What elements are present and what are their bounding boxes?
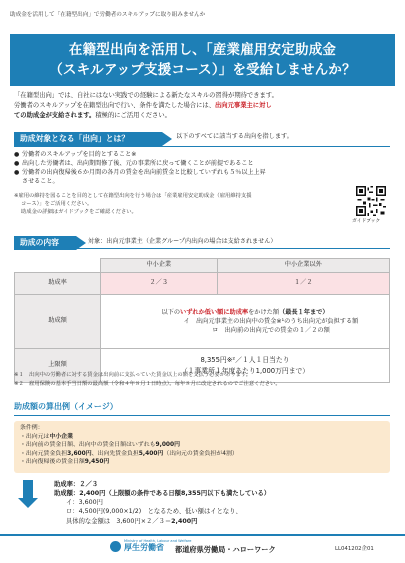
amount-detail: 以下のいずれか低い額に助成率をかけた額（最長１年まで） イ 出向元事業主の出向中の賃金※¹のうち出向元が負担する額 ロ 出向前の出向元での賃金の１／２の額	[101, 295, 390, 349]
section1-tag: 助成対象となる「出向」とは？	[14, 132, 162, 146]
rate-other: １／２	[217, 273, 390, 295]
document-code: LL041202企01	[335, 546, 374, 552]
row-rate-label: 助成率	[15, 273, 101, 295]
condition-box: 条件例： ・出向元は中小企業 ・出向前の賃金日額、出向中の賃金日額はいずれも9,000円 ・出向元賃金負担3,600円、出向先賃金負担5,400円（出向元の賃金負担が4割） ・出向復帰後の賃金日額9,450円	[14, 421, 390, 473]
intro-bold: ての助成金が支給されます。	[14, 111, 96, 119]
qr-code[interactable]	[356, 186, 386, 216]
fine-print: ※雇用の維持を図ることを目的として在籍型出向を行う場合は「産業雇用安定助成金（雇用維持支援 コース）」をご活用ください。 助成金の詳細はガイドブックをご確認ください。	[14, 193, 252, 216]
title-line-2: （スキルアップ支援コース）」を受給しませんか？	[49, 62, 356, 78]
bullet-1: ● 労働者のスキルアップを目的とすること※	[14, 151, 137, 158]
intro-line-3: 積極的にご活用ください。	[95, 111, 171, 119]
title-banner	[10, 34, 395, 86]
table-corner	[15, 259, 101, 273]
down-arrow-icon	[18, 480, 38, 508]
title-line-1: 在籍型出向を活用し、「産業雇用安定助成金	[68, 42, 337, 58]
row-limit-label: 上限額	[15, 349, 101, 383]
rate-sme: ２／３	[101, 273, 218, 295]
footer-divider	[0, 534, 405, 536]
footnote-1: ※１ 出向中の労働者に対する賃金は出向前に支払っていた賃金以上の額を支払う必要があります。	[14, 372, 252, 378]
section1-divider	[14, 146, 390, 147]
header-note: 助成金を活用して「在籍型出向」で労働者のスキルアップに取り組みませんか	[10, 12, 206, 18]
bullet-3: ● 労働者の出向復帰後６か月間の各月の賃金を出向前賃金と比較していずれも５％以上上昇	[14, 169, 266, 176]
row-amount-label: 助成額	[15, 295, 101, 349]
ministry-logo-icon	[110, 541, 121, 552]
calculation-example: 助成率：２／３ 助成額：2,400円（上限額の条件である日額8,355円以下も満たしている） イ：3,600円 ロ：4,500円(9,000×1/2) となるため、低い額はイとなり、 具体的な金額は 3,600円×２／３＝2,400円	[54, 481, 271, 525]
footer-office: 都道府県労働局・ハローワーク	[175, 545, 276, 554]
bullet-2: ● 出向した労働者は、出向期間修了後、元の事業所に戻って働くことが前提であること	[14, 160, 254, 167]
limit-detail: 8,355円※²／１人１日当たり （１事業所１年度あたり1,000万円まで）	[101, 349, 390, 383]
section2-tag: 助成の内容	[14, 236, 76, 250]
ministry-logo: 厚生労働省	[124, 543, 164, 552]
section2-subject: 対象：出向元事業主（企業グループ内出向の場合は支給されません）	[88, 238, 277, 245]
intro-highlight: 出向元事業主に対し	[215, 101, 272, 109]
qr-caption: ガイドブック	[352, 219, 381, 224]
section3-divider	[14, 415, 390, 416]
intro-line-2: 労働者のスキルアップを在籍型出向で行い、条件を満たした場合には、	[14, 101, 215, 109]
intro-paragraph	[14, 91, 389, 120]
col-sme: 中小企業	[101, 259, 218, 273]
footnote-2: ※２ 雇用保険の基本手当日額の最高額（令和４年８月１日時点）。毎年８月に改定されるのでご注意ください。	[14, 381, 281, 387]
section1-note: 以下のすべてに該当する出向を指します。	[176, 133, 293, 140]
subsidy-table	[14, 258, 390, 383]
section3-tag: 助成額の算出例（イメージ）	[14, 402, 118, 411]
col-other: 中小企業以外	[217, 259, 390, 273]
ministry-logo-subtitle: Ministry of Health, Labour and Welfare	[124, 539, 192, 543]
intro-line-1: 「在籍型出向」では、自社にはない実践での経験による新たなスキルの習得が期待できます。	[14, 92, 278, 99]
bullet-3-cont: させること。	[22, 178, 59, 185]
